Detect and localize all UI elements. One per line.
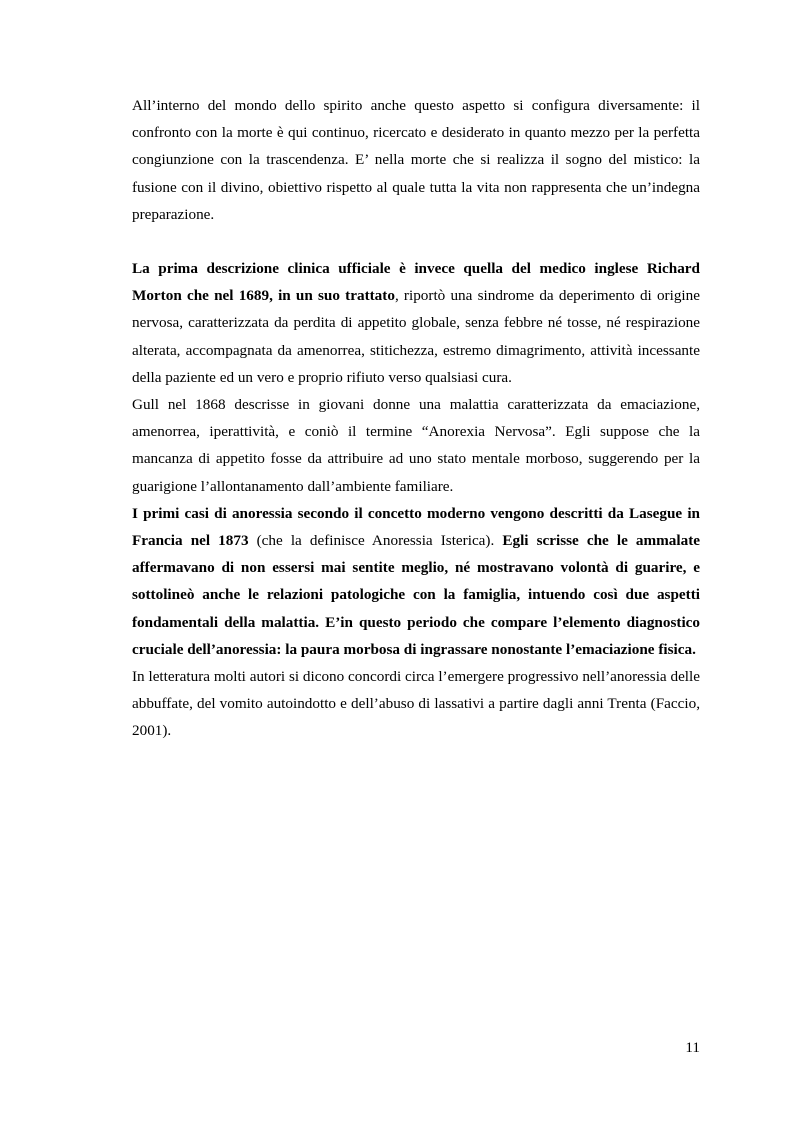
document-body [132,92,700,745]
lasegue-bold-text-2: Egli scrisse che le ammalate affermavano di non essersi mai sentite meglio, né mostravano volontà di guarire, e sottolineò anche le relazioni patologiche con la famiglia, intuendo così due aspetti fondamentali della malattia. E’in questo periodo che compare l’elemento diagnostico cruciale dell’anoressia: la paura morbosa di ingrassare nonostante l’emaciazione fisica. [132,532,700,658]
paragraph-literature: In letteratura molti autori si dicono concordi circa l’emergere progressivo nell’anoressia delle abbuffate, del vomito autoindotto e dell’abuso di lassativi a partire dagli anni Trenta (Faccio, 2001). [132,668,700,740]
paragraph-lasegue [132,500,700,663]
paragraph-spirit-death: All’interno del mondo dello spirito anche questo aspetto si configura diversamente: il confronto con la morte è qui continuo, ricercato e desiderato in quanto mezzo per la perfetta congiunzione con la trascendenza. E’ nella morte che si realizza il sogno del mistico: la fusione con il divino, obiettivo rispetto al quale tutta la vita non rappresenta che un’indegna preparazione. [132,97,700,223]
morton-plain-text: , riportò una sindrome da deperimento di origine nervosa, caratterizzata da perdita di appetito globale, senza febbre né tosse, né respirazione alterata, accompagnata da amenorrea, stitichezza, estremo dimagrimento, attività incessante della paziente ed un vero e proprio rifiuto verso qualsiasi cura. [132,287,700,386]
paragraph-gull: Gull nel 1868 descrisse in giovani donne una malattia caratterizzata da emaciazione, amenorrea, iperattività, e coniò il termine “Anorexia Nervosa”. Egli suppose che la mancanza di appetito fosse da attribuire ad uno stato mentale morboso, suggerendo per la guarigione l’allontanamento dall’ambiente familiare. [132,396,700,495]
lasegue-plain-text: (che la definisce Anoressia Isterica). [248,532,503,550]
paragraph-morton [132,255,700,391]
morton-bold-text: La prima descrizione clinica ufficiale è invece quella del medico inglese Richard Morton che nel 1689, in un suo trattato [132,260,700,305]
lasegue-bold-text-1: I primi casi di anoressia secondo il concetto moderno vengono descritti da Lasegue in Francia nel 1873 [132,504,700,550]
page-number: 11 [685,1039,700,1056]
